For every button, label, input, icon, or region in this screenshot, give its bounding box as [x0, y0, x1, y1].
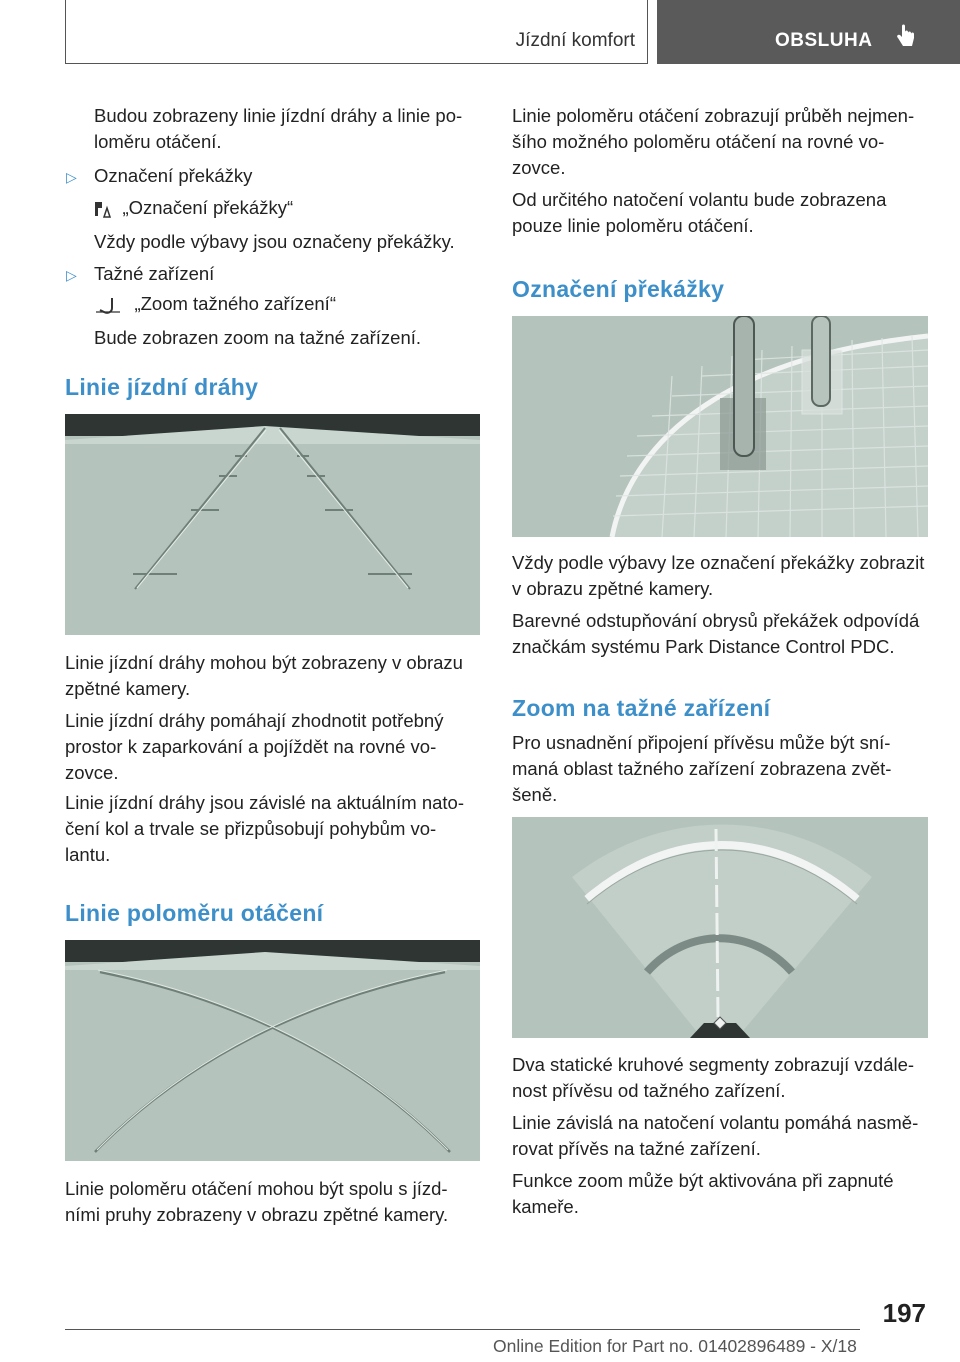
zoom-para-3-l1: Funkce zoom může být aktivována při zapnuté [512, 1170, 894, 1191]
obstacle-para-1-l1: Vždy podle výbavy lze označení překážky zobrazit [512, 552, 925, 573]
hand-pointer-icon [895, 24, 917, 50]
zoom-para-1-l2: nost přívěsu od tažného zařízení. [512, 1080, 786, 1101]
footer-divider [65, 1329, 860, 1330]
radius-cont-para-2-l2: pouze linie poloměru otáčení. [512, 215, 754, 236]
header-section-box [65, 0, 648, 64]
zoom-para-2-l1: Linie závislá na natočení volantu pomáhá nasmě- [512, 1112, 919, 1133]
bullet-2-desc: Bude zobrazen zoom na tažné zařízení. [94, 327, 422, 348]
radius-cont-para-1-l1: Linie poloměru otáčení zobrazují průběh nejmen- [512, 105, 915, 126]
bullet-triangle-icon: ▷ [66, 267, 77, 283]
zoom-para-3-l2: kameře. [512, 1196, 579, 1217]
zoom-intro-l1: Pro usnadnění připojení přívěsu může být sní- [512, 732, 891, 753]
intro-line-1: Budou zobrazeny linie jízdní dráhy a linie po- [94, 105, 463, 126]
zoom-heading: Zoom na tažné zařízení [512, 695, 771, 721]
radius-cont-para-2-l1: Od určitého natočení volantu bude zobrazena [512, 189, 887, 210]
radius-para-l2: ními pruhy zobrazeny v obrazu zpětné kamery. [65, 1204, 449, 1225]
zoom-para-2-l2: rovat přívěs na tažné zařízení. [512, 1138, 761, 1159]
radius-cont-para-1-l2: šího možného poloměru otáčení na rovné vo- [512, 131, 885, 152]
page-number: 197 [882, 1298, 926, 1328]
lane-para-3-l3: lantu. [65, 844, 111, 865]
header-chapter-title: OBSLUHA [775, 30, 873, 51]
bullet-1-label-row [94, 195, 293, 220]
obstacle-para-2-l1: Barevné odstupňování obrysů překážek odpovídá [512, 610, 920, 631]
bullet-2-title: Tažné zařízení [94, 263, 215, 284]
radius-cont-para-1-l3: zovce. [512, 157, 566, 178]
lane-lines-figure [65, 414, 480, 635]
lane-para-3-l1: Linie jízdní dráhy jsou závislé na aktuálním nato- [65, 792, 464, 813]
bullet-1-desc: Vždy podle výbavy jsou označeny překážky. [94, 231, 455, 252]
lane-para-2-l3: zovce. [65, 762, 119, 783]
radius-para-l1: Linie poloměru otáčení mohou být spolu s jízd- [65, 1178, 448, 1199]
header-chapter-tab [657, 0, 960, 64]
header-section-title: Jízdní komfort [515, 30, 635, 51]
lane-para-1-l2: zpětné kamery. [65, 678, 191, 699]
footer-edition: Online Edition for Part no. 01402896489 - X/18 [493, 1336, 857, 1356]
obstacle-heading: Označení překážky [512, 276, 725, 302]
bullet-2-label-row [94, 291, 336, 316]
radius-heading: Linie poloměru otáčení [65, 900, 324, 926]
obstacle-marking-figure [512, 316, 928, 537]
hitch-zoom-icon [94, 296, 124, 316]
lane-para-2-l2: prostor k zaparkování a pojíždět na rovné vo- [65, 736, 437, 757]
lane-para-3-l2: čení kol a trvale se přizpůsobují pohybům vo- [65, 818, 437, 839]
obstacle-para-1-l2: v obrazu zpětné kamery. [512, 578, 714, 599]
bullet-2-label: „Zoom tažného zařízení“ [134, 293, 336, 314]
intro-line-2: loměru otáčení. [94, 131, 222, 152]
bullet-triangle-icon: ▷ [66, 169, 77, 185]
bullet-1-label: „Označení překážky“ [122, 197, 294, 218]
turning-radius-figure [65, 940, 480, 1161]
lane-para-1-l1: Linie jízdní dráhy mohou být zobrazeny v obrazu [65, 652, 463, 673]
hitch-zoom-figure [512, 817, 928, 1038]
obstacle-marking-icon [94, 201, 112, 219]
zoom-intro-l2: maná oblast tažného zařízení zobrazena zvět- [512, 758, 892, 779]
lane-para-2-l1: Linie jízdní dráhy pomáhají zhodnotit potřebný [65, 710, 444, 731]
bullet-1-title: Označení překážky [94, 165, 253, 186]
zoom-intro-l3: šeně. [512, 784, 558, 805]
zoom-para-1-l1: Dva statické kruhové segmenty zobrazují vzdále- [512, 1054, 915, 1075]
lane-heading: Linie jízdní dráhy [65, 374, 259, 400]
obstacle-para-2-l2: značkám systému Park Distance Control PDC. [512, 636, 895, 657]
